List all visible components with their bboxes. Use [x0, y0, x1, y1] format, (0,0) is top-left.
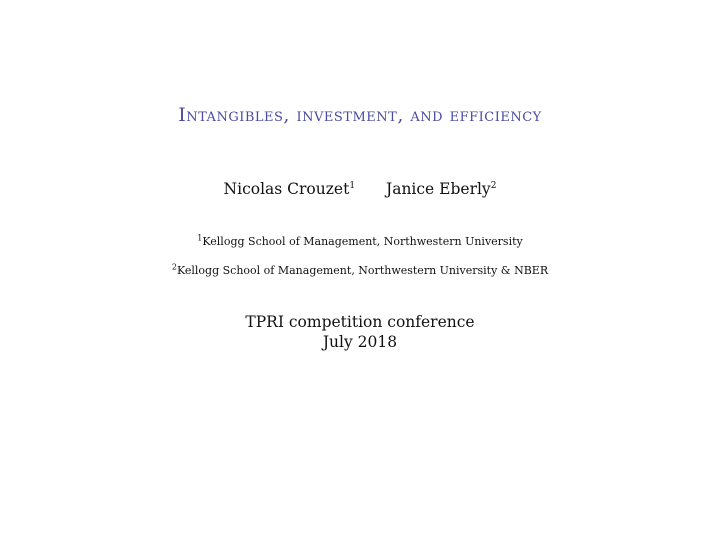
- author-affiliation-mark: 2: [490, 180, 497, 191]
- author-name: Janice Eberly: [385, 180, 491, 198]
- affiliation-2: [0, 264, 720, 277]
- event-date: July 2018: [322, 333, 398, 351]
- author-affiliation-mark: 1: [349, 180, 356, 191]
- affiliation-1: [0, 235, 720, 248]
- author-2: [386, 180, 496, 198]
- slide-title: Intangibles, investment, and efficiency: [178, 104, 542, 126]
- event-block: [0, 312, 720, 352]
- author-1: [224, 180, 356, 198]
- affiliation-text: Kellogg School of Management, Northwestern University: [202, 235, 523, 248]
- author-name: Nicolas Crouzet: [223, 180, 350, 198]
- affiliation-mark: 2: [171, 262, 177, 272]
- affiliation-mark: 1: [197, 233, 203, 243]
- affiliation-text: Kellogg School of Management, Northwestern University & NBER: [176, 264, 549, 277]
- author-list: [0, 180, 720, 198]
- event-name: TPRI competition conference: [245, 313, 475, 331]
